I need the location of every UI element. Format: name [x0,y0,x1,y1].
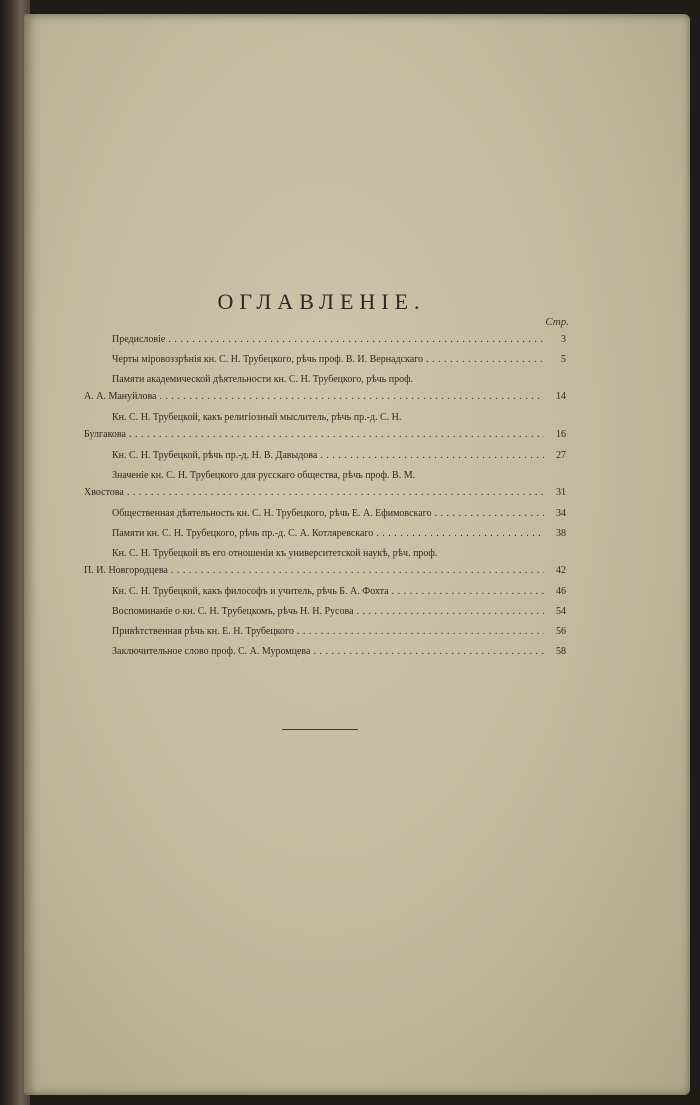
toc-entry-title: Кн. С. Н. Трубецкой, какъ религіозный мыслитель, рѣчь пр.-д. С. Н. [112,412,402,423]
toc-entry-title-cont: П. И. Новгородцева . . . [84,563,544,579]
toc-entry-title: Значеніе кн. С. Н. Трубецкого для русскаго общества, рѣчь проф. В. М. [112,470,416,481]
toc-entry-page: 27 [556,450,566,461]
toc-entry-page: 16 [556,429,566,440]
book-page [24,14,690,1095]
table-of-contents [84,332,566,664]
toc-entry-page: 54 [556,606,566,617]
toc-entry-title-cont: Булгакова . . . [84,427,544,443]
toc-entry-page: 3 [561,334,566,345]
toc-entry-page: 46 [556,586,566,597]
toc-entry-title: Общественная дѣятельность кн. С. Н. Трубецкого, рѣчь Е. А. Ефимовскаго . . . [112,506,544,522]
toc-entry-page: 42 [556,565,566,576]
toc-entry [84,506,566,526]
toc-entry-page: 5 [561,354,566,365]
toc-entry-page: 56 [556,626,566,637]
page-title: ОГЛАВЛЕНІЕ. [217,289,426,314]
toc-entry-page: 34 [556,508,566,519]
toc-entry-title: Черты міровоззрѣнія кн. С. Н. Трубецкого, рѣчь проф. В. И. Вернадскаго . . . [112,352,544,368]
toc-entry [84,624,566,644]
toc-entry [84,448,566,468]
toc-entry-page: 14 [556,391,566,402]
toc-entry [84,372,566,410]
toc-entry [84,546,566,584]
toc-entry [84,604,566,624]
toc-entry-title: Кн. С. Н. Трубецкой, какъ философъ и учитель, рѣчь Б. А. Фохта . . . [112,584,544,600]
toc-entry-title: Памяти академической дѣятельности кн. С. Н. Трубецкого, рѣчь проф. [112,374,414,385]
toc-entry [84,644,566,664]
toc-entry [84,468,566,506]
toc-entry-title: Заключительное слово проф. С. А. Муромцева . . . [112,644,544,660]
toc-entry [84,584,566,604]
toc-entry-page: 38 [556,528,566,539]
toc-entry [84,526,566,546]
toc-entry-page: 31 [556,487,566,498]
toc-entry [84,410,566,448]
toc-entry [84,352,566,372]
toc-entry-title: Предисловіе . . . [112,332,544,348]
toc-entry-page: 58 [556,646,566,657]
toc-entry-title: Кн. С. Н. Трубецкой, рѣчь пр.-д. Н. В. Давыдова . . . [112,448,544,464]
toc-entry-title: Привѣтственная рѣчь кн. Е. Н. Трубецкого . . . [112,624,544,640]
toc-entry-title: Кн. С. Н. Трубецкой въ его отношеніи къ университетской наукѣ, рѣч. проф. [112,548,438,559]
toc-entry-title: Памяти кн. С. Н. Трубецкого, рѣчь пр.-д. С. А. Котляревскаго . . . [112,526,544,542]
section-divider [282,729,358,730]
toc-entry [84,332,566,352]
toc-entry-title-cont: А. А. Мануйлова . . . [84,389,544,405]
toc-entry-title: Воспоминаніе о кн. С. Н. Трубецкомъ, рѣчь Н. Н. Русова . . . [112,604,544,620]
page-column-label: Стр. [545,316,569,328]
toc-entry-title-cont: Хвостова . . . [84,485,544,501]
